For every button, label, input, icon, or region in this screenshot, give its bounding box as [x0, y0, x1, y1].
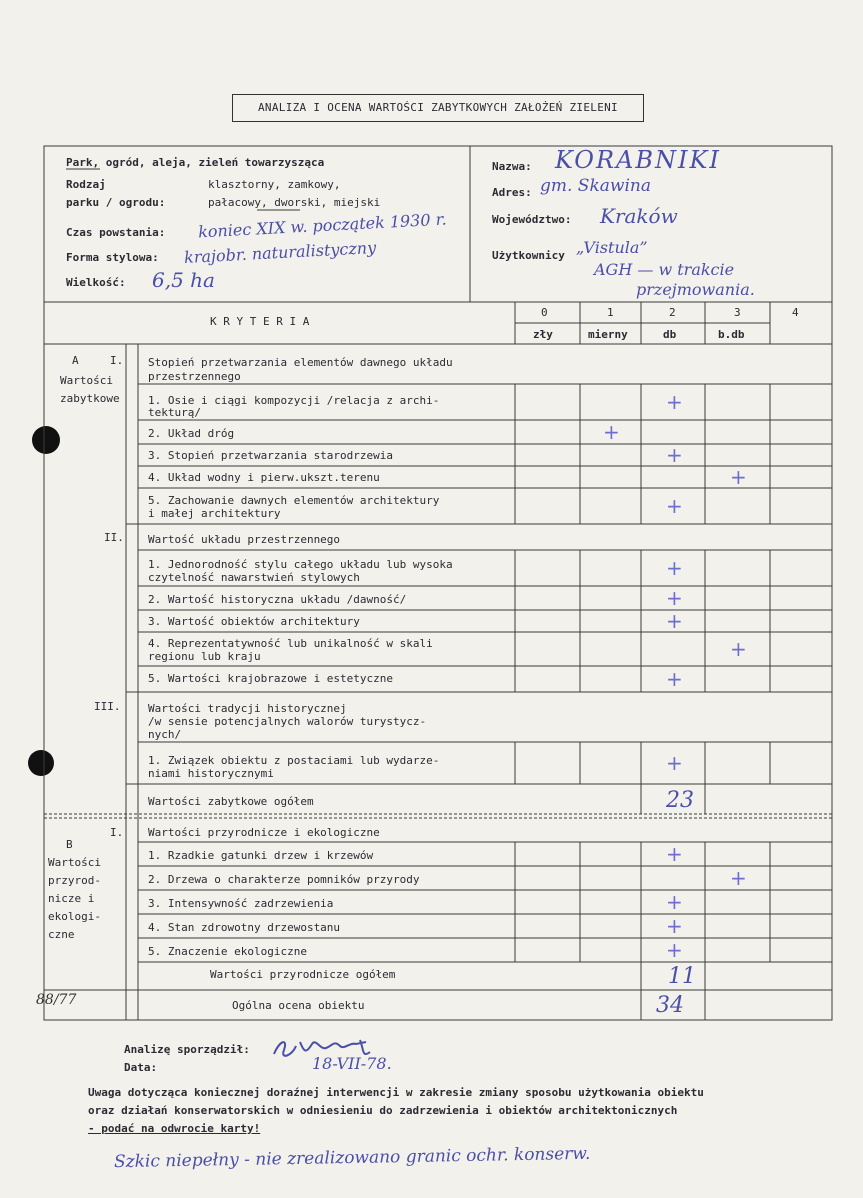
section-a-iii-title: Wartości tradycji historycznej — [148, 702, 347, 715]
criterion-a2-4: 4. Reprezentatywność lub unikalność w skali — [148, 637, 433, 650]
rating-mark: + — [603, 420, 620, 444]
criterion-b-2: 2. Drzewa o charakterze pomników przyrody — [148, 873, 420, 886]
rating-mark: + — [666, 390, 683, 414]
criterion-a1-5: 5. Zachowanie dawnych elementów architektury — [148, 494, 440, 507]
rating-mark: + — [666, 751, 683, 775]
rating-mark: + — [666, 938, 683, 962]
criterion-a1-1: 1. Osie i ciągi kompozycji /relacja z archi- — [148, 394, 440, 407]
criterion-b-4: 4. Stan zdrowotny drzewostanu — [148, 921, 341, 934]
overall-value: 34 — [656, 993, 684, 1018]
czas-value: koniec XIX w. początek 1930 r. — [197, 209, 448, 242]
score-2: 2 — [669, 306, 676, 319]
criterion-a1-2: 2. Układ dróg — [148, 427, 235, 440]
criterion-a1-5-cont: i małej architektury — [148, 507, 281, 520]
score-label-1: mierny — [588, 328, 628, 341]
rodzaj-options: klasztorny, zamkowy, — [208, 178, 341, 191]
overall-label: Ogólna ocena obiektu — [232, 999, 365, 1012]
section-a-ii-title: Wartość układu przestrzennego — [148, 533, 341, 546]
section-a-i-title: Stopień przetwarzania elementów dawnego układu — [148, 356, 453, 369]
wielkosc-value: 6,5 ha — [152, 268, 215, 292]
rating-mark: + — [666, 609, 683, 633]
rating-mark: + — [666, 842, 683, 866]
criterion-a3-1-cont: niami historycznymi — [148, 767, 274, 780]
wojewodztwo-value: Kraków — [600, 204, 678, 228]
section-a-name-2: zabytkowe — [60, 392, 120, 405]
criterion-a2-5: 5. Wartości krajobrazowe i estetyczne — [148, 672, 394, 685]
criterion-a2-3: 3. Wartość obiektów architektury — [148, 615, 360, 628]
criterion-a2-2: 2. Wartość historyczna układu /dawność/ — [148, 593, 407, 606]
criterion-b-5: 5. Znaczenie ekologiczne — [148, 945, 307, 958]
czas-label: Czas powstania: — [66, 226, 166, 239]
section-b-name-5: czne — [48, 928, 75, 941]
criterion-a1-4: 4. Układ wodny i pierw.ukszt.terenu — [148, 471, 380, 484]
form-title: ANALIZA I OCENA WARTOŚCI ZABYTKOWYCH ZAŁOŻEŃ ZIELENI — [232, 94, 644, 122]
rating-mark: + — [730, 637, 747, 661]
score-0: 0 — [541, 306, 548, 319]
park-type-line: Park, ogród, aleja, zieleń towarzysząca — [66, 156, 325, 169]
section-b-i-numeral: I. — [110, 826, 124, 839]
section-a-iii-numeral: III. — [94, 700, 121, 713]
note-line-3: - podać na odwrocie karty! — [88, 1122, 261, 1135]
criterion-b-3: 3. Intensywność zadrzewienia — [148, 897, 334, 910]
adres-value: gm. Skawina — [540, 176, 651, 196]
rating-mark: + — [666, 586, 683, 610]
section-b-letter: B — [66, 838, 73, 851]
section-b-name-3: nicze i — [48, 892, 95, 905]
score-1: 1 — [607, 306, 614, 319]
section-a-ii-numeral: II. — [104, 531, 124, 544]
kryteria-header: K R Y T E R I A — [210, 315, 310, 328]
rating-mark: + — [666, 494, 683, 518]
rating-mark: + — [666, 914, 683, 938]
criterion-a2-4-cont: regionu lub kraju — [148, 650, 261, 663]
score-4: 4 — [792, 306, 799, 319]
rodzaj-label: Rodzaj — [66, 178, 106, 191]
forma-value: krajobr. naturalistyczny — [183, 237, 377, 268]
uzytkownicy-value-1: „Vistula” — [576, 238, 648, 257]
section-b-i-title: Wartości przyrodnicze i ekologiczne — [148, 826, 380, 839]
date-value: 18-VII-78. — [312, 1054, 392, 1073]
section-b-name-2: przyrod- — [48, 874, 101, 887]
uzytkownicy-label: Użytkownicy — [492, 249, 565, 262]
b-total-label: Wartości przyrodnicze ogółem — [210, 968, 396, 981]
section-a-iii-title-3: nych/ — [148, 728, 182, 741]
rating-mark: + — [666, 890, 683, 914]
uzytkownicy-value-2: AGH — w trakcie — [594, 260, 735, 279]
score-label-2: db — [663, 328, 677, 341]
nazwa-label: Nazwa: — [492, 160, 532, 173]
rating-mark: + — [730, 866, 747, 890]
rating-mark: + — [666, 667, 683, 691]
side-code: 88/77 — [36, 992, 77, 1008]
analiza-label: Analizę sporządził: — [124, 1043, 250, 1056]
note-line-1: Uwaga dotycząca koniecznej doraźnej interwencji w zakresie zmiany sposobu użytkowania obiektu — [88, 1086, 704, 1099]
rating-mark: + — [666, 556, 683, 580]
criterion-a1-1-cont: tekturą/ — [148, 406, 201, 419]
note-line-2: oraz działań konserwatorskich w odniesieniu do zadrzewienia i obiektów architektonicznych — [88, 1104, 678, 1117]
section-a-letter: A — [72, 354, 79, 367]
forma-label: Forma stylowa: — [66, 251, 159, 264]
section-a-i-numeral: I. — [110, 354, 124, 367]
b-total-value: 11 — [668, 964, 696, 989]
section-a-name: Wartości — [60, 374, 113, 387]
uzytkownicy-value-3: przejmowania. — [636, 280, 755, 299]
wielkosc-label: Wielkość: — [66, 276, 126, 289]
rating-mark: + — [666, 443, 683, 467]
criterion-b-1: 1. Rzadkie gatunki drzew i krzewów — [148, 849, 374, 862]
wojewodztwo-label: Województwo: — [492, 213, 572, 226]
rating-mark: + — [730, 465, 747, 489]
score-label-0: zły — [533, 328, 553, 341]
criterion-a2-1-cont: czytelność nawarstwień stylowych — [148, 571, 360, 584]
criterion-a3-1: 1. Związek obiektu z postaciami lub wydarze- — [148, 754, 440, 767]
data-label: Data: — [124, 1061, 158, 1074]
section-a-i-title-2: przestrzennego — [148, 370, 241, 383]
score-3: 3 — [734, 306, 741, 319]
rodzaj-label-2: parku / ogrodu: — [66, 196, 166, 209]
adres-label: Adres: — [492, 186, 532, 199]
criterion-a1-3: 3. Stopień przetwarzania starodrzewia — [148, 449, 394, 462]
section-b-name-1: Wartości — [48, 856, 101, 869]
rodzaj-options-2: pałacowy, dworski, miejski — [208, 196, 381, 209]
a-total-label: Wartości zabytkowe ogółem — [148, 795, 314, 808]
criterion-a2-1: 1. Jednorodność stylu całego układu lub wysoka — [148, 558, 453, 571]
section-a-iii-title-2: /w sensie potencjalnych walorów turystycz- — [148, 715, 427, 728]
nazwa-value: KORABNIKI — [555, 146, 721, 174]
score-label-3: b.db — [718, 328, 745, 341]
a-total-value: 23 — [666, 788, 694, 813]
handwritten-note: Szkic niepełny - nie zrealizowano granic ochr. konserw. — [113, 1143, 591, 1173]
section-b-name-4: ekologi- — [48, 910, 101, 923]
